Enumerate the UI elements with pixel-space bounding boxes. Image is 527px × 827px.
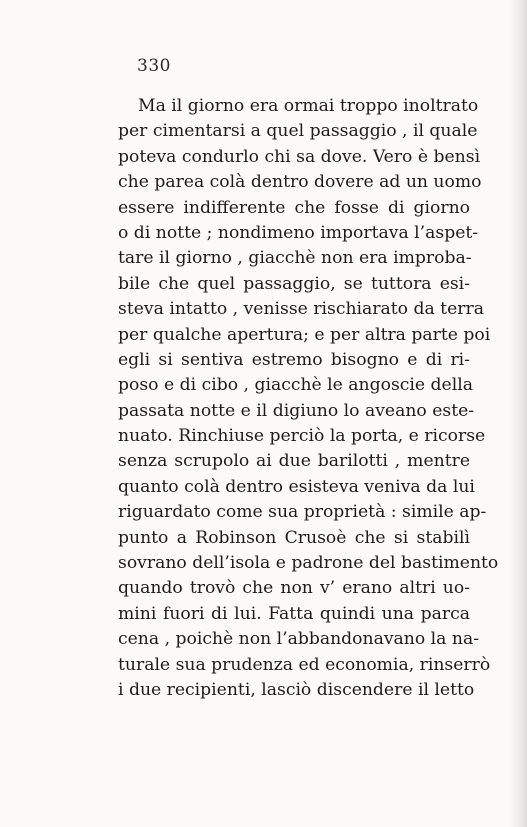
text-line: i due recipienti, lasciò discendere il letto [118,679,475,700]
text-line: mini fuori di lui. Fatta quindi una parca [118,603,470,624]
text-line: Ma il giorno era ormai troppo inoltrato [138,96,479,116]
text-line: bile che quel passaggio, se tuttora esi- [118,273,470,294]
text-line: poso e di cibo , giacchè le angoscie della [118,375,473,396]
body-text [118,94,499,703]
text-line: quanto colà dentro esisteva veniva da lui [118,476,475,497]
text-line: essere indifferente che fosse di giorno [118,197,470,218]
text-line: quando trovò che non v’ erano altri uo- [118,578,470,599]
text-line: cena , poichè non l’abbandonavano la na- [118,629,479,650]
text-line: nuato. Rinchiuse perciò la porta, e ricorse [118,426,486,447]
text-line: per qualche apertura; e per altra parte poi [118,324,491,345]
text-line: o di notte ; nondimeno importava l’aspet- [118,222,479,243]
text-line: sovrano dell’isola e padrone del bastimento [118,553,499,574]
text-line: egli si sentiva estremo bisogno e di ri- [118,349,470,370]
page-gutter-shadow [509,0,527,827]
text-line: per cimentarsi a quel passaggio , il quale [118,121,478,142]
text-line: turale sua prudenza ed economia, rinserrò [118,654,491,675]
page-number: 330 [137,56,171,76]
text-line: steva intatto , venisse rischiarato da terra [118,299,484,320]
text-line: tare il giorno , giacchè non era improba- [118,248,472,269]
text-line: riguardato come sua proprietà : simile ap- [118,502,487,523]
text-line: che parea colà dentro dovere ad un uomo [118,172,482,193]
text-line: poteva condurlo chi sa dove. Vero è bensì [118,146,481,167]
text-line: passata notte e il digiuno lo aveano este- [118,400,475,421]
text-line: punto a Robinson Crusoè che si stabilì [118,527,470,548]
text-line: senza scrupolo ai due barilotti , mentre [118,451,470,472]
